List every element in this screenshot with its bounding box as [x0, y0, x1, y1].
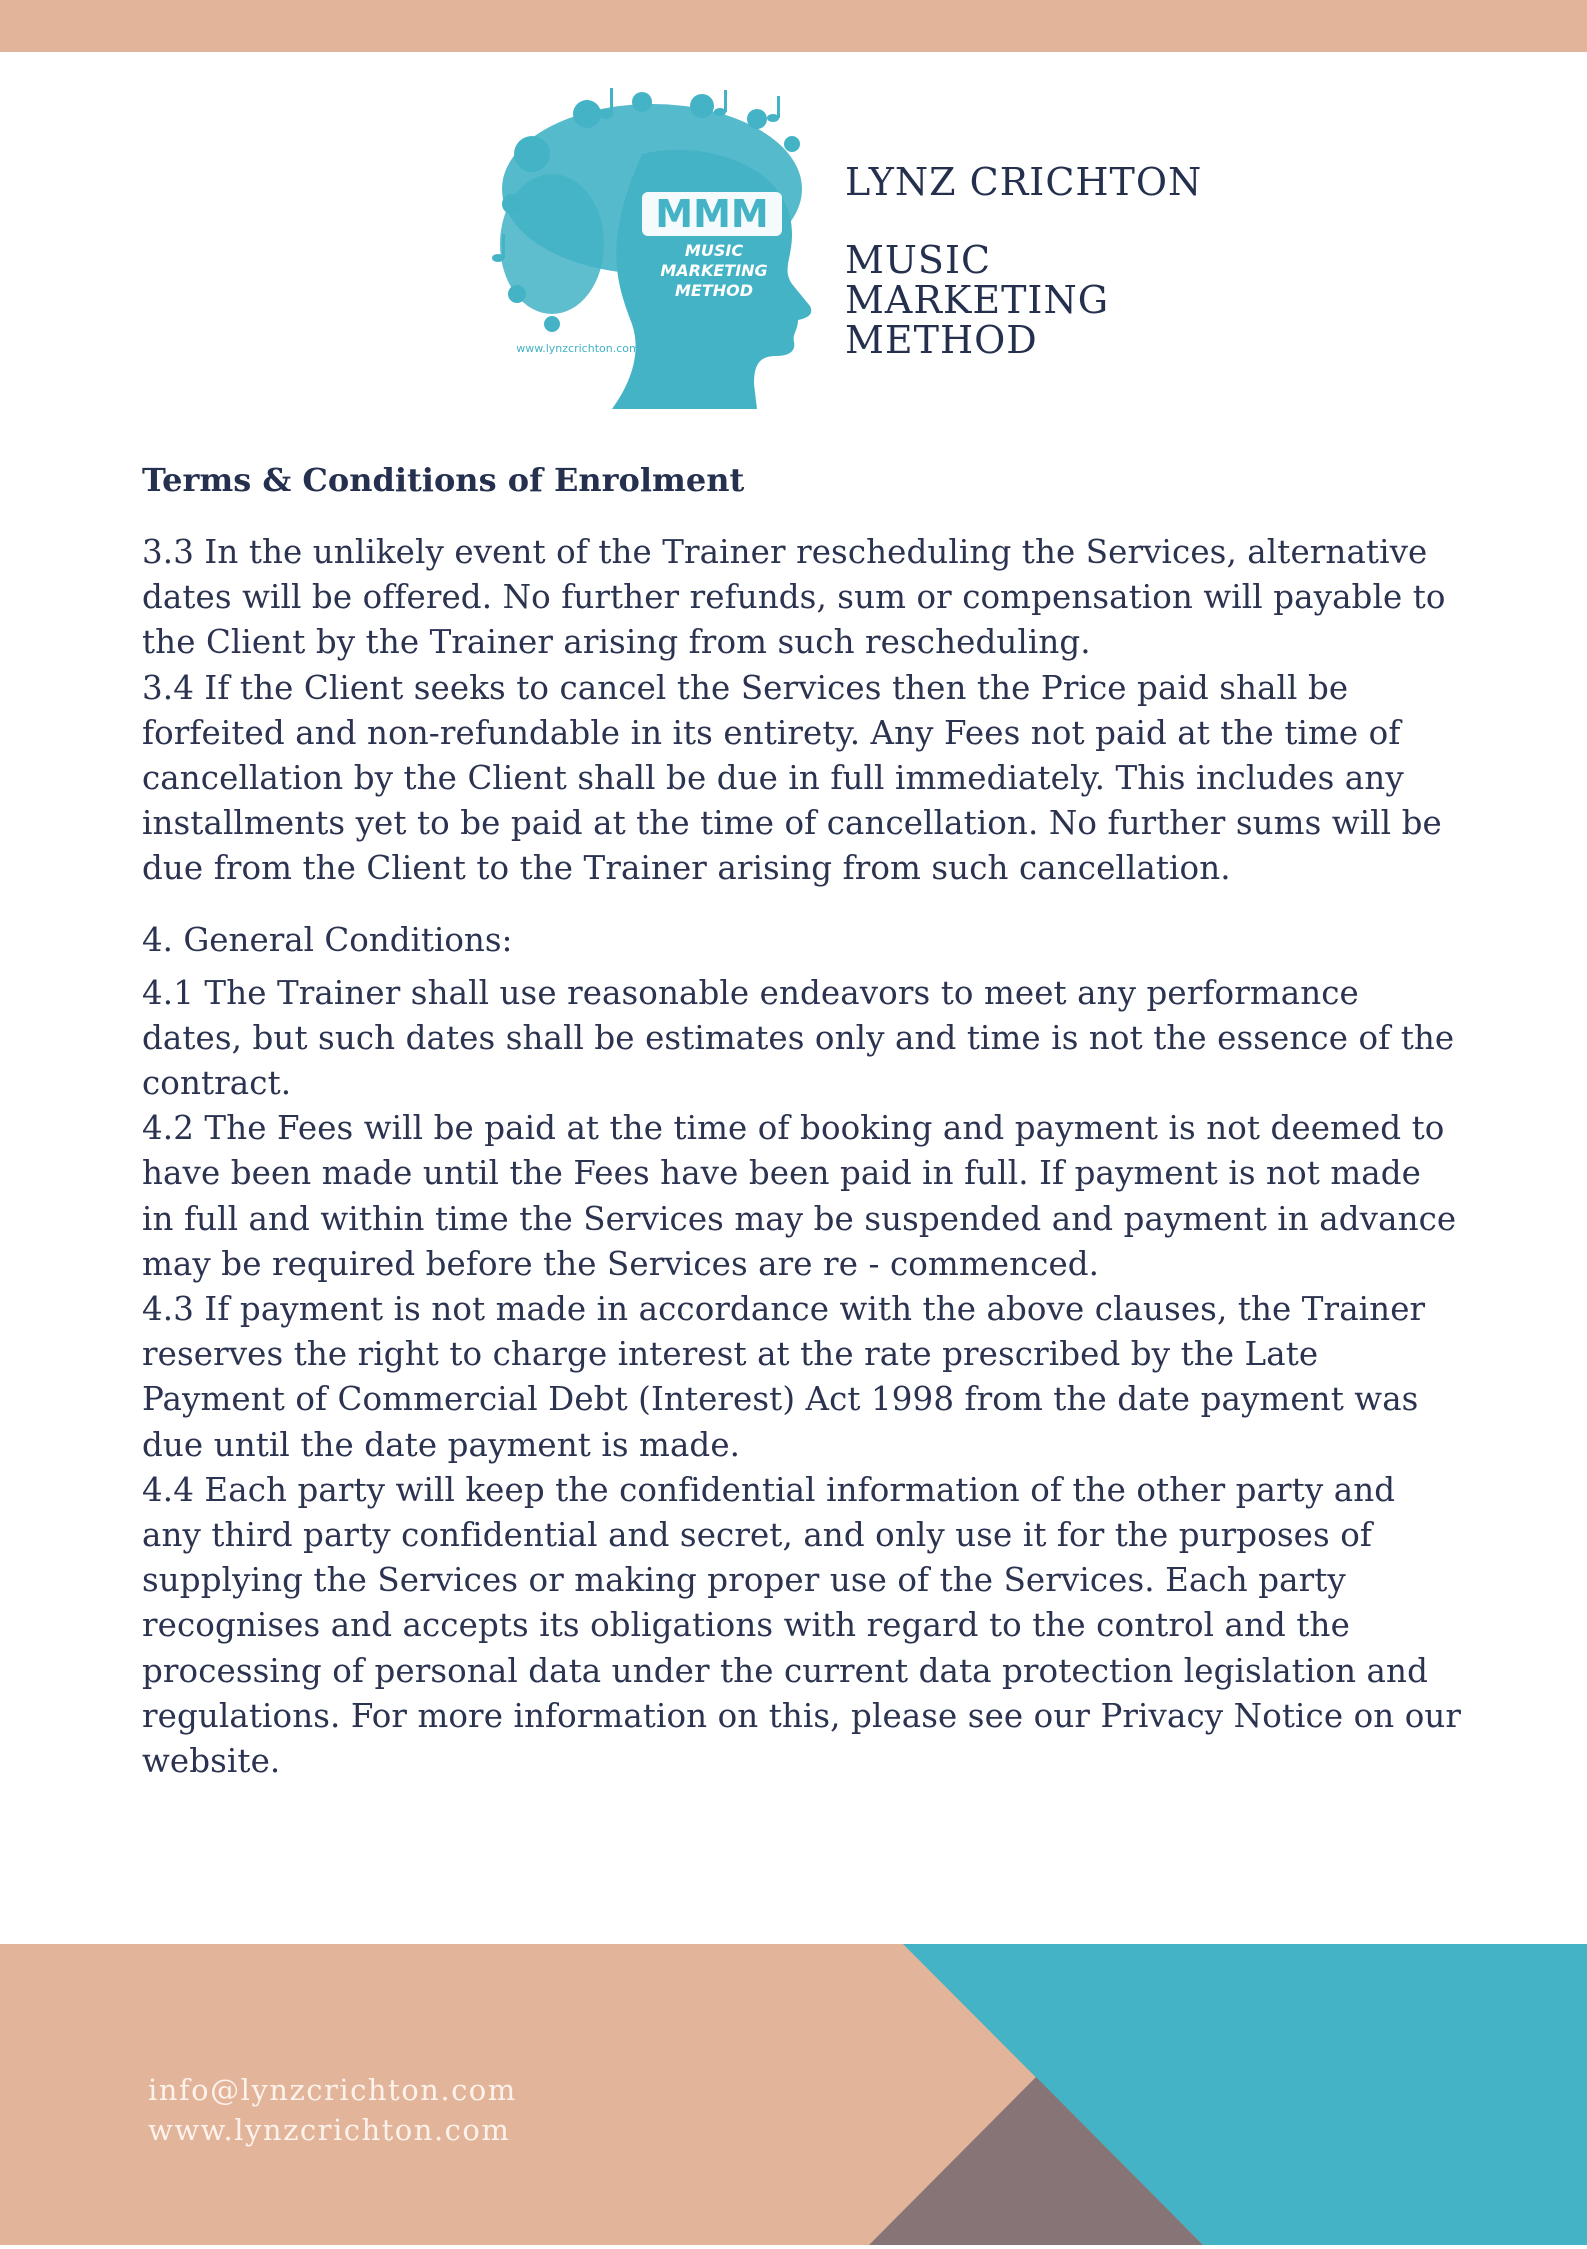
brand-program-line-1: MUSIC [845, 238, 992, 282]
clause-3-4: 3.4 If the Client seeks to cancel the Services then the Price paid shall be forfeited and non-refundable in its entirety. Any Fees not paid at the time of cancellation by the Client shall be due in full immediately. This includes any installments yet to be paid at the time of cancellation. No further sums will be due from the Client to the Trainer arising from such cancellation. [142, 668, 1442, 888]
logo-line-3: METHOD [674, 281, 754, 300]
logo-line-2: MARKETING [660, 261, 768, 280]
footer-contact [148, 2070, 517, 2150]
document-title: Terms & Conditions of Enrolment [142, 461, 745, 499]
brand-program [845, 240, 1202, 360]
brand-owner: LYNZ CRICHTON [845, 160, 1203, 204]
clause-4-3: 4.3 If payment is not made in accordance with the above clauses, the Trainer reserves the right to charge interest at the rate prescribed by the Late Payment of Commercial Debt (Interest) Act 1998 from the date payment was due until the date payment is made. [142, 1290, 1426, 1464]
brand-program-line-2: MARKETING [845, 278, 1110, 322]
footer-website[interactable]: www.lynzcrichton.com [148, 2113, 511, 2147]
clause-4-4: 4.4 Each party will keep the confidential information of the other party and any third party confidential and secret, and only use it for the purposes of supplying the Services or making proper use of the Services. Each party recognises and accepts its obligations with regard to the control and the processing of personal data under the current data protection legislation and regulations. For more information on this, please see our Privacy Notice on our website. [142, 1470, 1462, 1781]
clause-4-1: 4.1 The Trainer shall use reasonable endeavors to meet any performance dates, but such dates shall be estimates only and time is not the essence of the contract. [142, 973, 1455, 1103]
head-with-music-notes-icon [492, 84, 822, 409]
brand-block [845, 158, 1202, 360]
brand-program-line-3: METHOD [845, 318, 1038, 362]
clause-4-2: 4.2 The Fees will be paid at the time of booking and payment is not deemed to have been made until the Fees have been paid in full. If payment is not made in full and within time the Services may be suspended and payment in advance may be required before the Services are re - commenced. [142, 1109, 1457, 1283]
logo-monogram: MMM [655, 192, 769, 236]
top-accent-bar [0, 0, 1587, 52]
logo-url: www.lynzcrichton.com [516, 342, 640, 355]
section-4-title: 4. General Conditions: [142, 920, 513, 959]
clause-3-3: 3.3 In the unlikely event of the Trainer rescheduling the Services, alternative dates will be offered. No further refunds, sum or compensation will payable to the Client by the Trainer arising from such rescheduling. [142, 533, 1446, 662]
footer-email[interactable]: info@lynzcrichton.com [148, 2073, 517, 2107]
logo-line-1: MUSIC [684, 241, 744, 260]
mmm-logo [492, 84, 822, 409]
document-body [142, 456, 1462, 1784]
